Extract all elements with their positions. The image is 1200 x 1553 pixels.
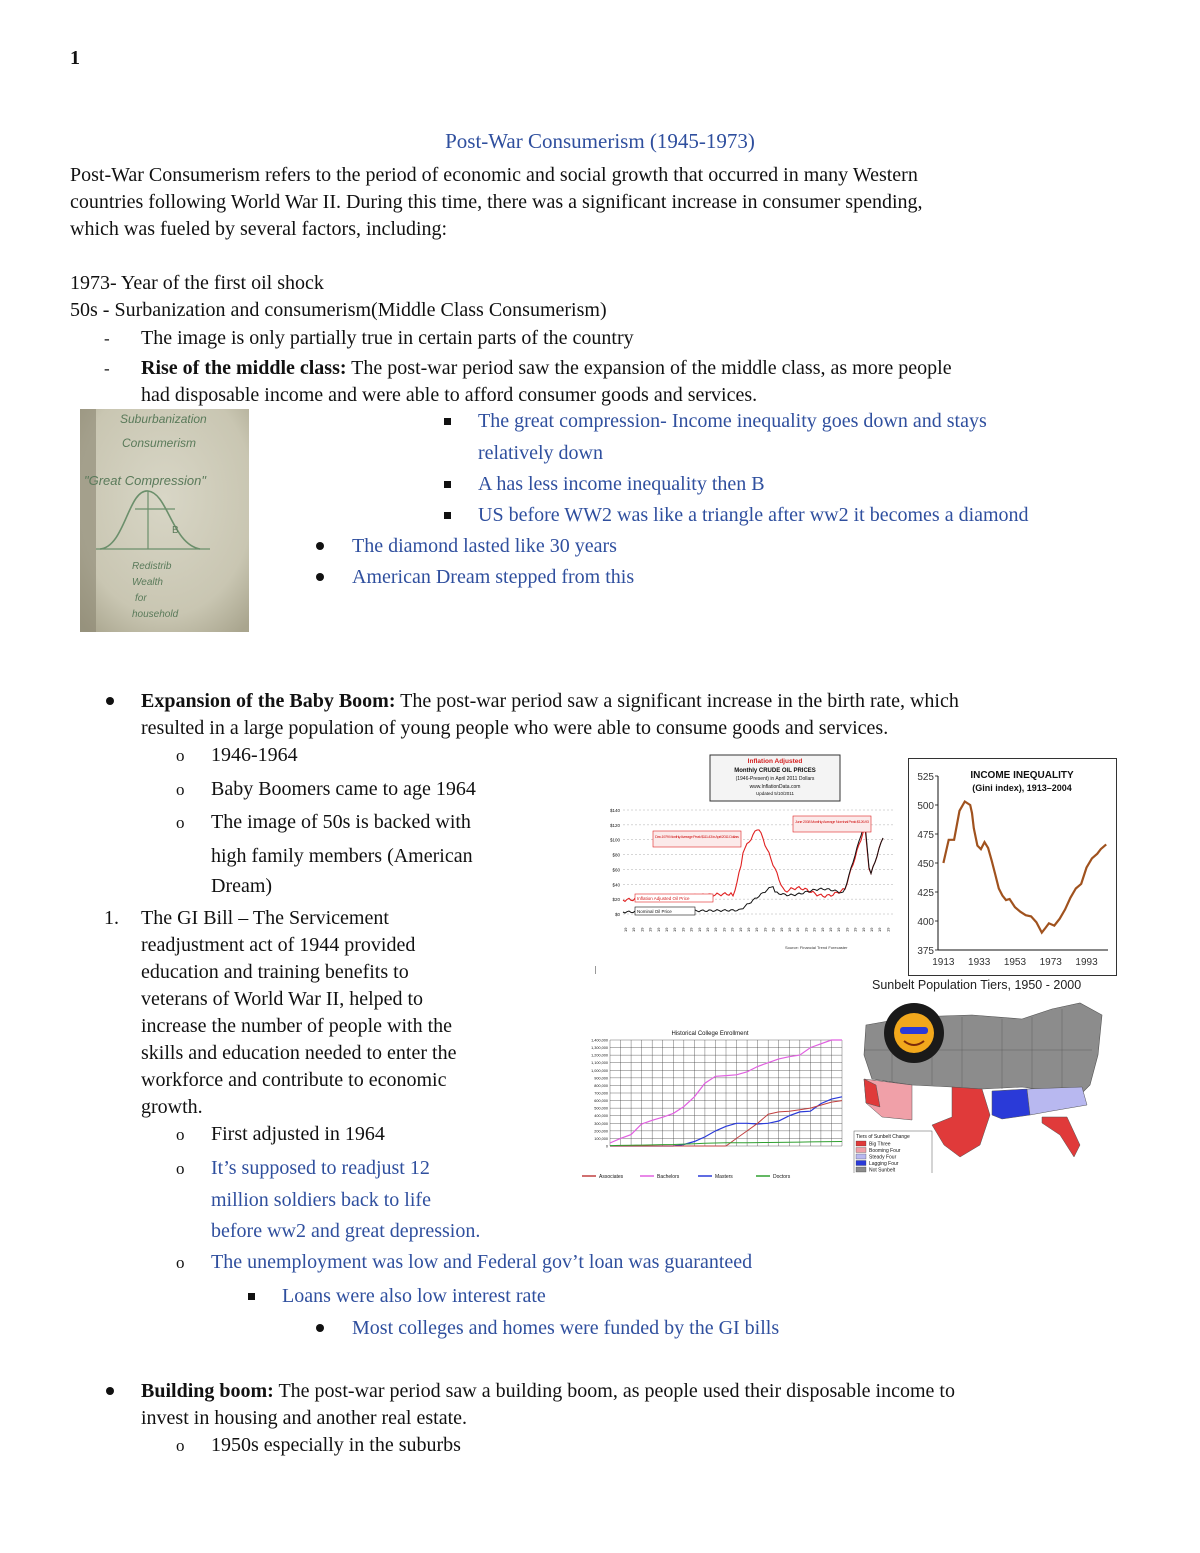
enroll-y-tick: 500,000 — [594, 1106, 608, 1111]
oil-x-tick: 19 — [819, 927, 825, 932]
square-bullet — [248, 1293, 255, 1300]
round-bullet — [316, 542, 324, 550]
gi-bill-number: 1. — [104, 907, 119, 929]
gini-title-2: (Gini index), 1913–2004 — [972, 783, 1072, 793]
enroll-y-tick: 600,000 — [594, 1099, 608, 1104]
oil-legend-adjusted: Inflation Adjusted Oil Price — [637, 896, 690, 901]
map-lagging-four — [992, 1089, 1030, 1119]
oil-y-tick: $100 — [609, 837, 620, 843]
oil-y-tick: $40 — [612, 882, 620, 888]
whiteboard-bottom-1: Redistrib — [132, 561, 172, 572]
image-50s-line-1: The image of 50s is backed with — [211, 811, 471, 833]
oil-x-tick: 19 — [877, 927, 883, 932]
oil-title-4: www.InflationData.com — [749, 784, 801, 790]
oil-title-2: Monthly CRUDE OIL PRICES — [734, 768, 816, 774]
gi-bill-line-5: increase the number of people with the — [141, 1015, 452, 1037]
enroll-title: Historical College Enrollment — [671, 1031, 749, 1037]
dash-marker: - — [104, 329, 110, 348]
enroll-y-tick: 400,000 — [594, 1114, 608, 1119]
enroll-y-tick: 0 — [605, 1144, 608, 1149]
gini-y-tick: 400 — [917, 917, 934, 928]
gi-readjust-line-2: million soldiers back to life — [211, 1189, 431, 1211]
dash-marker: - — [104, 359, 110, 378]
oil-x-tick: 19 — [639, 927, 645, 932]
image-50s-line-2: high family members (American — [211, 845, 473, 867]
oil-x-tick: 19 — [811, 927, 817, 932]
circle-bullet: o — [176, 1253, 185, 1272]
gini-y-tick: 525 — [917, 772, 934, 783]
circle-bullet: o — [176, 1125, 185, 1144]
gini-x-tick: 1953 — [1003, 957, 1027, 968]
sunbelt-legend-swatch — [856, 1148, 866, 1153]
sunbelt-legend-label: Not Sunbelt — [869, 1167, 896, 1173]
oil-title-3: (1946-Present) in April 2011 Dollars — [735, 776, 815, 782]
enroll-y-tick: 700,000 — [594, 1091, 608, 1096]
rise-middle-class-line-2: had disposable income and were able to afford consumer goods and services. — [141, 384, 758, 406]
oil-x-tick: 19 — [680, 927, 686, 932]
sunbelt-legend-label: Steady Four — [869, 1154, 897, 1161]
gi-bill-line-1: The GI Bill – The Servicement — [141, 907, 389, 929]
gini-title-1: INCOME INEQUALITY — [970, 770, 1074, 781]
baby-boom-line-2: resulted in a large population of young people who were able to consume goods and services. — [141, 717, 889, 739]
round-bullet — [316, 1324, 324, 1332]
sunbelt-legend-label: Lagging Four — [869, 1161, 899, 1167]
oil-x-tick: 19 — [655, 927, 661, 932]
suburbanization-line: 50s - Surbanization and consumerism(Middle Class Consumerism) — [70, 299, 607, 321]
oil-x-tick: 19 — [844, 927, 850, 932]
oil-y-tick: $60 — [612, 867, 620, 873]
building-boom-label: Building boom: — [141, 1380, 274, 1402]
gi-bill-line-6: skills and education needed to enter the — [141, 1042, 457, 1064]
oil-x-tick: 19 — [647, 927, 653, 932]
gi-unemployment: The unemployment was low and Federal gov’t loan was guaranteed — [211, 1251, 753, 1273]
gi-readjust-line-1: It’s supposed to readjust 12 — [211, 1157, 430, 1179]
oil-x-tick: 19 — [696, 927, 702, 932]
enroll-y-tick: 1,200,000 — [591, 1053, 608, 1058]
oil-y-tick: $20 — [612, 897, 620, 903]
oil-x-tick: 19 — [787, 927, 792, 932]
oil-annotation-1979: Dec.1979 Monthly Average Peak $111.43 in April 2011 Dollars — [655, 834, 739, 839]
oil-y-tick: $140 — [609, 808, 620, 813]
baby-boom-line-1 — [141, 688, 959, 715]
sunbelt-legend-title: Tiers of Sunbelt Change — [856, 1134, 910, 1140]
whiteboard-photo — [80, 409, 249, 632]
square-bullet — [444, 481, 451, 488]
whiteboard-text-1: Suburbanization — [120, 412, 207, 426]
baby-boom-years: 1946-1964 — [211, 744, 298, 766]
rise-middle-class-line-1 — [141, 355, 952, 382]
oil-x-tick: 19 — [729, 927, 735, 932]
note-great-compression: The great compression- Income inequality goes down and stays — [478, 410, 987, 432]
gini-y-tick: 450 — [917, 859, 934, 870]
oil-x-tick: 19 — [672, 927, 678, 932]
oil-annotation-2008: June 2008 Monthly Average Nominal Peak $126.93 — [795, 819, 869, 824]
sunbelt-legend-swatch — [856, 1141, 866, 1146]
rise-text-1: The post-war period saw the expansion of the middle class, as more people — [346, 357, 952, 379]
enroll-y-tick: 300,000 — [594, 1121, 608, 1126]
sunbelt-legend-swatch — [856, 1154, 866, 1159]
oil-y-tick: $120 — [609, 822, 620, 828]
page-title: Post-War Consumerism (1945-1973) — [445, 129, 755, 153]
gi-bill-line-2: readjustment act of 1944 provided — [141, 934, 416, 956]
oil-x-tick: 19 — [860, 927, 866, 932]
oil-title-5: Updated 5/10/2011 — [756, 791, 794, 796]
gi-readjust-line-3: before ww2 and great depression. — [211, 1220, 481, 1242]
oil-x-tick: 19 — [828, 927, 833, 932]
oil-y-tick: $0 — [614, 912, 620, 917]
oil-x-tick: 19 — [762, 927, 768, 932]
oil-x-tick: 19 — [885, 927, 891, 932]
gini-x-tick: 1933 — [968, 957, 991, 968]
oil-title-1: Inflation Adjusted — [747, 758, 803, 765]
oil-x-tick: 19 — [754, 927, 760, 932]
oil-x-tick: 19 — [664, 927, 669, 932]
building-boom-line-1 — [141, 1378, 955, 1405]
gini-y-tick: 425 — [917, 888, 934, 899]
image-50s-line-3: Dream) — [211, 875, 273, 897]
oil-y-tick: $80 — [612, 852, 620, 858]
intro-line-3: which was fueled by several factors, including: — [70, 218, 448, 240]
gini-y-tick: 475 — [917, 830, 934, 841]
note-great-compression-cont: relatively down — [478, 442, 603, 464]
circle-bullet: o — [176, 813, 185, 832]
enroll-y-tick: 1,400,000 — [591, 1038, 608, 1043]
circle-bullet: o — [176, 780, 185, 799]
oil-source: Source: Financial Trend Forecaster — [785, 945, 848, 950]
oil-x-tick: 19 — [770, 927, 776, 932]
gi-bill-line-7: workforce and contribute to economic — [141, 1069, 447, 1091]
square-bullet — [444, 512, 451, 519]
note-a-vs-b: A has less income inequality then B — [478, 473, 765, 495]
enroll-y-tick: 800,000 — [594, 1083, 608, 1088]
intro-line-1: Post-War Consumerism refers to the period of economic and social growth that occurred in many Western — [70, 164, 918, 186]
enroll-y-tick: 200,000 — [594, 1129, 608, 1134]
building-boom-text-1: The post-war period saw a building boom, as people used their disposable income to — [273, 1380, 955, 1402]
sunbelt-map — [852, 995, 1105, 1173]
oil-x-tick: 19 — [869, 927, 874, 932]
oil-x-tick: 19 — [803, 927, 809, 932]
whiteboard-bottom-3: for — [135, 593, 147, 604]
whiteboard-bottom-2: Wealth — [132, 577, 163, 588]
enroll-legend-label: Bachelors — [657, 1174, 680, 1180]
enroll-y-tick: 1,000,000 — [591, 1068, 608, 1073]
enroll-legend-label: Masters — [715, 1174, 733, 1180]
sunbelt-title: Sunbelt Population Tiers, 1950 - 2000 — [872, 978, 1082, 992]
circle-bullet: o — [176, 1436, 185, 1455]
oil-x-tick: 19 — [721, 927, 727, 932]
oil-shock-line: 1973- Year of the first oil shock — [70, 272, 324, 294]
gi-low-interest: Loans were also low interest rate — [282, 1285, 546, 1307]
square-bullet — [444, 418, 451, 425]
whiteboard-label-b: B — [172, 525, 179, 536]
oil-x-tick: 19 — [705, 927, 710, 932]
enroll-y-tick: 1,100,000 — [591, 1061, 608, 1066]
oil-x-tick: 19 — [746, 927, 751, 932]
baby-boom-text-1: The post-war period saw a significant increase in the birth rate, which — [395, 690, 959, 712]
enroll-y-tick: 900,000 — [594, 1076, 608, 1081]
gini-y-tick: 500 — [917, 801, 934, 812]
oil-x-tick: 19 — [737, 927, 743, 932]
baby-boomers-age: Baby Boomers came to age 1964 — [211, 778, 476, 800]
sunbelt-legend-label: Booming Four — [869, 1148, 901, 1154]
building-boom-suburbs: 1950s especially in the suburbs — [211, 1434, 461, 1456]
enroll-legend-label: Associates — [599, 1174, 624, 1180]
income-inequality-chart — [908, 758, 1117, 976]
circle-bullet: o — [176, 746, 185, 765]
sunbelt-legend-swatch — [856, 1167, 866, 1172]
enroll-y-tick: 100,000 — [594, 1136, 608, 1141]
gini-x-tick: 1993 — [1075, 957, 1098, 968]
gini-x-tick: 1913 — [932, 957, 955, 968]
dash-item-partial: The image is only partially true in certain parts of the country — [141, 327, 634, 349]
oil-x-tick: 19 — [778, 927, 784, 932]
oil-x-tick: 19 — [688, 927, 694, 932]
building-boom-line-2: invest in housing and another real estate. — [141, 1407, 468, 1429]
oil-x-tick: 19 — [852, 927, 858, 932]
gi-bill-line-3: education and training benefits to — [141, 961, 409, 983]
round-bullet — [106, 697, 114, 705]
crude-oil-chart — [595, 752, 908, 974]
rise-label: Rise of the middle class: — [141, 357, 347, 379]
whiteboard-bottom-4: household — [132, 609, 179, 620]
round-bullet — [316, 573, 324, 581]
whiteboard-text-3: "Great Compression" — [84, 473, 206, 488]
oil-legend-nominal: Nominal Oil Price — [637, 909, 672, 914]
gi-bill-line-4: veterans of World War II, helped to — [141, 988, 424, 1010]
gini-y-tick: 375 — [917, 946, 934, 957]
page-number: 1 — [70, 47, 80, 69]
enroll-legend-label: Doctors — [773, 1174, 791, 1180]
oil-x-tick: 19 — [795, 927, 801, 932]
oil-x-tick: 19 — [631, 927, 637, 932]
enroll-y-tick: 1,300,000 — [591, 1046, 608, 1051]
intro-line-2: countries following World War II. During this time, there was a significant increase in consumer spending, — [70, 191, 923, 213]
oil-x-tick: 19 — [836, 927, 842, 932]
gi-bill-line-8: growth. — [141, 1096, 203, 1118]
gini-x-tick: 1973 — [1039, 957, 1062, 968]
whiteboard-text-2: Consumerism — [122, 436, 197, 450]
note-triangle-diamond: US before WW2 was like a triangle after ww2 it becomes a diamond — [478, 504, 1029, 526]
round-bullet — [106, 1387, 114, 1395]
gi-colleges-homes: Most colleges and homes were funded by the GI bills — [352, 1317, 780, 1339]
college-enrollment-chart — [570, 1028, 848, 1190]
sunbelt-legend-swatch — [856, 1161, 866, 1166]
oil-x-tick: 19 — [623, 927, 628, 932]
note-american-dream: American Dream stepped from this — [352, 566, 635, 588]
circle-bullet: o — [176, 1159, 185, 1178]
gi-first-adjusted: First adjusted in 1964 — [211, 1123, 385, 1145]
baby-boom-label: Expansion of the Baby Boom: — [141, 690, 396, 712]
note-diamond-lasted: The diamond lasted like 30 years — [352, 535, 617, 557]
oil-x-tick: 19 — [713, 927, 719, 932]
sunbelt-legend-label: Big Three — [869, 1141, 891, 1148]
